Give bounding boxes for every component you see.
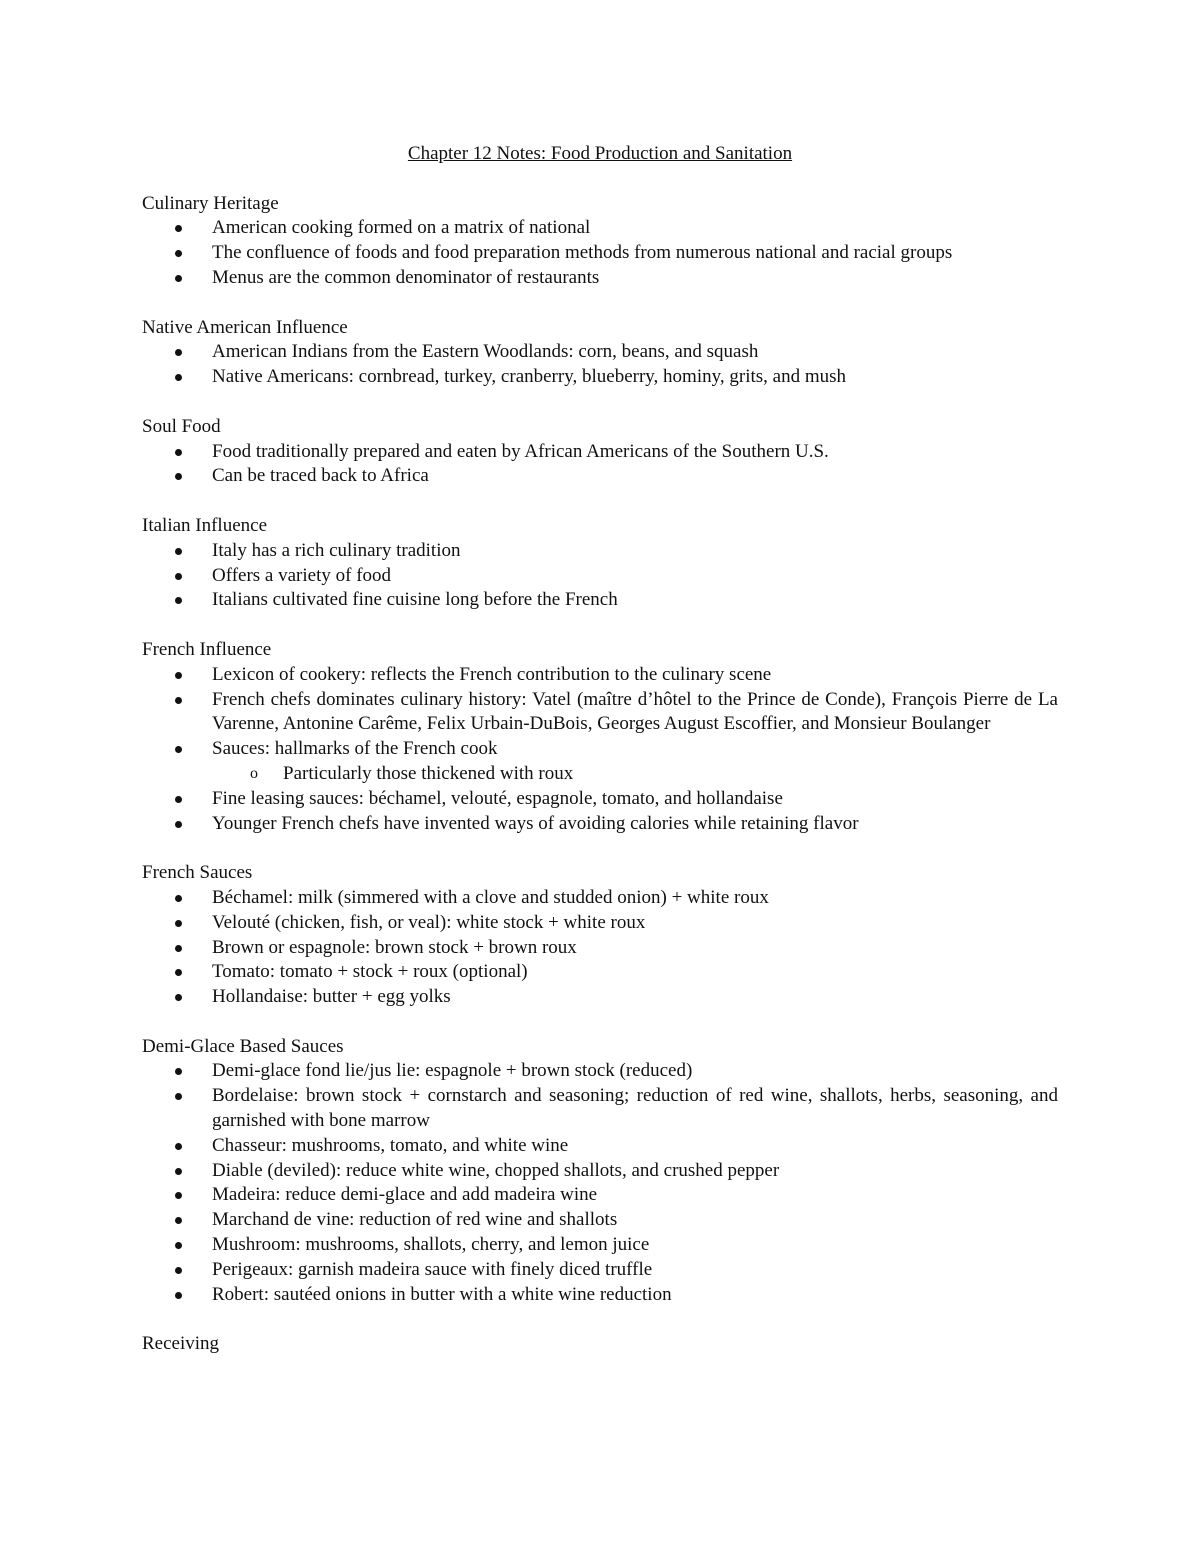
section [142, 861, 1058, 1010]
bullet-text: Fine leasing sauces: béchamel, velouté, espagnole, tomato, and hollandaise [212, 787, 783, 809]
bullet-text: Can be traced back to Africa [212, 465, 429, 487]
bullet-item [142, 737, 1058, 787]
section-heading: Demi-Glace Based Sauces [142, 1035, 344, 1057]
sections-container [142, 192, 1058, 1357]
bullet-dot-icon [175, 672, 182, 679]
document-title: Chapter 12 Notes: Food Production and Sanitation [407, 143, 793, 164]
bullet-dot-icon [175, 1068, 182, 1075]
bullet-dot-icon [175, 945, 182, 952]
bullet-item [142, 960, 1058, 985]
sub-bullet-text: Particularly those thickened with roux [283, 762, 574, 784]
bullet-text: Perigeaux: garnish madeira sauce with finely diced truffle [212, 1258, 653, 1280]
bullet-text: Chasseur: mushrooms, tomato, and white wine [212, 1134, 569, 1156]
bullet-dot-icon [175, 1143, 182, 1150]
bullet-item [142, 688, 1058, 738]
bullet-dot-icon [175, 473, 182, 480]
bullet-text: Diable (deviled): reduce white wine, chopped shallots, and crushed pepper [212, 1159, 780, 1181]
bullet-dot-icon [175, 994, 182, 1001]
bullet-text: American cooking formed on a matrix of national [212, 217, 591, 239]
bullet-item [142, 216, 1058, 241]
bullet-dot-icon [175, 573, 182, 580]
bullet-item [142, 1283, 1058, 1308]
bullet-list [142, 539, 1058, 613]
sub-bullet-list [142, 762, 1058, 787]
bullet-dot-icon [175, 597, 182, 604]
bullet-dot-icon [175, 275, 182, 282]
bullet-item [142, 1159, 1058, 1184]
bullet-dot-icon [175, 374, 182, 381]
section-heading: Receiving [142, 1333, 220, 1355]
bullet-text: Mushroom: mushrooms, shallots, cherry, and lemon juice [212, 1234, 650, 1256]
bullet-item [142, 1183, 1058, 1208]
section-heading: Native American Influence [142, 316, 348, 338]
bullet-text: The confluence of foods and food preparation methods from numerous national and racial groups [212, 242, 953, 264]
bullet-text: Hollandaise: butter + egg yolks [212, 986, 451, 1008]
bullet-item [142, 266, 1058, 291]
bullet-text: Velouté (chicken, fish, or veal): white stock + white roux [212, 911, 646, 933]
bullet-dot-icon [175, 1093, 182, 1100]
bullet-text: Bordelaise: brown stock + cornstarch and seasoning; reduction of red wine, shallots, herbs, seasoning, and garnished with bone marrow [212, 1085, 1058, 1132]
bullet-dot-icon [175, 449, 182, 456]
bullet-dot-icon [175, 895, 182, 902]
bullet-dot-icon [175, 1217, 182, 1224]
bullet-dot-icon [175, 250, 182, 257]
bullet-item [142, 985, 1058, 1010]
bullet-item [142, 1084, 1058, 1134]
section-heading: Soul Food [142, 415, 221, 437]
bullet-dot-icon [175, 1292, 182, 1299]
section [142, 415, 1058, 489]
bullet-dot-icon [175, 548, 182, 555]
bullet-text: Brown or espagnole: brown stock + brown roux [212, 936, 577, 958]
bullet-item [142, 1134, 1058, 1159]
bullet-text: Madeira: reduce demi-glace and add madeira wine [212, 1184, 598, 1206]
bullet-item [142, 886, 1058, 911]
bullet-item [142, 464, 1058, 489]
bullet-item [142, 539, 1058, 564]
section-heading: Italian Influence [142, 514, 268, 536]
bullet-item [142, 564, 1058, 589]
section [142, 638, 1058, 836]
bullet-text: Younger French chefs have invented ways of avoiding calories while retaining flavor [212, 812, 859, 834]
bullet-dot-icon [175, 796, 182, 803]
bullet-dot-icon [175, 1192, 182, 1199]
bullet-text: American Indians from the Eastern Woodlands: corn, beans, and squash [212, 341, 759, 363]
bullet-item [142, 440, 1058, 465]
bullet-text: Lexicon of cookery: reflects the French contribution to the culinary scene [212, 663, 772, 685]
bullet-dot-icon [175, 920, 182, 927]
bullet-text: Italians cultivated fine cuisine long before the French [212, 589, 618, 611]
document-body [142, 142, 1058, 1382]
bullet-dot-icon [175, 1168, 182, 1175]
bullet-list [142, 216, 1058, 290]
bullet-list [142, 886, 1058, 1010]
section [142, 192, 1058, 291]
bullet-item [142, 911, 1058, 936]
bullet-dot-icon [175, 1267, 182, 1274]
bullet-text: French chefs dominates culinary history: Vatel (maître d’hôtel to the Prince de Conde), François Pierre de La Varenne, Antonine Carême, Felix Urbain-DuBois, Georges August Escoffier, and Monsieur Boulanger [212, 688, 1058, 735]
bullet-text: Marchand de vine: reduction of red wine and shallots [212, 1209, 618, 1231]
bullet-item [142, 588, 1058, 613]
bullet-item [142, 1059, 1058, 1084]
bullet-list [142, 440, 1058, 490]
bullet-item [142, 663, 1058, 688]
section [142, 1332, 1058, 1357]
bullet-dot-icon [175, 225, 182, 232]
bullet-list [142, 1059, 1058, 1307]
sub-bullet-marker: o [250, 764, 258, 782]
bullet-text: Demi-glace fond lie/jus lie: espagnole + brown stock (reduced) [212, 1060, 693, 1082]
bullet-dot-icon [175, 697, 182, 704]
bullet-item [142, 812, 1058, 837]
bullet-item [142, 1208, 1058, 1233]
bullet-item [142, 1258, 1058, 1283]
bullet-list [142, 663, 1058, 837]
section [142, 1035, 1058, 1308]
section-heading: Culinary Heritage [142, 192, 279, 214]
section-heading: French Influence [142, 638, 272, 660]
bullet-dot-icon [175, 349, 182, 356]
bullet-dot-icon [175, 1242, 182, 1249]
bullet-text: Sauces: hallmarks of the French cook [212, 738, 498, 760]
section-heading: French Sauces [142, 862, 253, 884]
bullet-dot-icon [175, 969, 182, 976]
bullet-text: Offers a variety of food [212, 564, 392, 586]
sub-bullet-item [212, 762, 1058, 787]
bullet-item [142, 787, 1058, 812]
bullet-text: Italy has a rich culinary tradition [212, 539, 461, 561]
bullet-item [142, 936, 1058, 961]
section [142, 316, 1058, 390]
bullet-dot-icon [175, 821, 182, 828]
bullet-item [142, 340, 1058, 365]
bullet-item [142, 365, 1058, 390]
bullet-dot-icon [175, 746, 182, 753]
bullet-text: Native Americans: cornbread, turkey, cranberry, blueberry, hominy, grits, and mush [212, 366, 847, 388]
bullet-item [142, 241, 1058, 266]
bullet-text: Robert: sautéed onions in butter with a white wine reduction [212, 1283, 672, 1305]
bullet-item [142, 1233, 1058, 1258]
section [142, 514, 1058, 613]
bullet-text: Béchamel: milk (simmered with a clove and studded onion) + white roux [212, 886, 769, 908]
bullet-list [142, 340, 1058, 390]
bullet-text: Tomato: tomato + stock + roux (optional) [212, 961, 528, 983]
bullet-text: Food traditionally prepared and eaten by African Americans of the Southern U.S. [212, 440, 829, 462]
bullet-text: Menus are the common denominator of restaurants [212, 266, 600, 288]
